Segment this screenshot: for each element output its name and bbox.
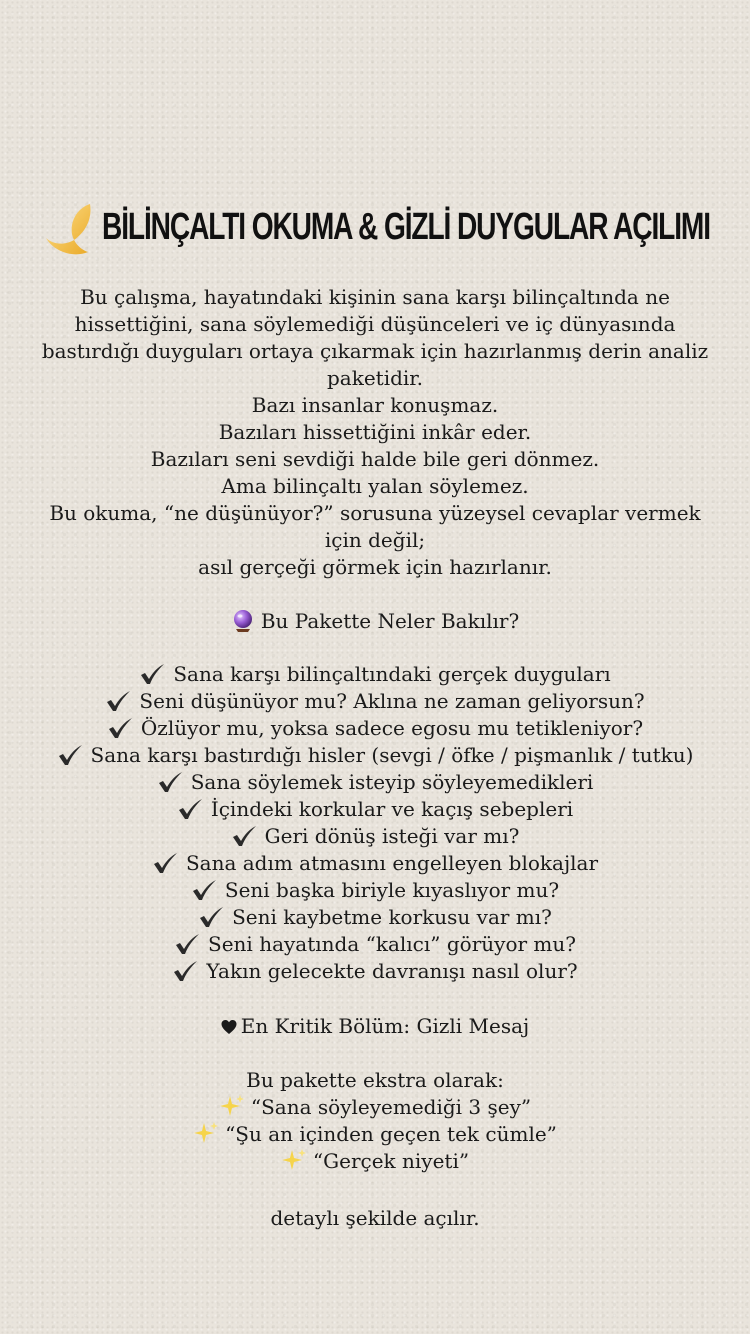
- extras-item: [0, 1121, 750, 1148]
- intro-line: Bazı insanlar konuşmaz.: [251, 393, 499, 417]
- check-icon: [198, 906, 224, 928]
- list-item: [0, 850, 750, 877]
- section-heading-secret: [0, 1013, 750, 1040]
- crystal-ball-icon: [231, 609, 255, 633]
- list-item: [0, 688, 750, 715]
- list-item-text: Yakın gelecekte davranışı nasıl olur?: [206, 959, 578, 983]
- extras-item: [0, 1094, 750, 1121]
- intro-line: Ama bilinçaltı yalan söylemez.: [221, 474, 529, 498]
- list-item: [0, 904, 750, 931]
- extras-item-text: “Gerçek niyeti”: [312, 1149, 470, 1173]
- title-row: [0, 198, 750, 256]
- intro-paragraph: Bu çalışma, hayatındaki kişinin sana karşı bilinçaltında ne hissettiğini, sana söylemediği düşünceleri ve iç dünyasında bastırdığı duyguları ortaya çıkarmak için hazırlanmış derin analiz paketidir.: [41, 285, 709, 390]
- crescent-moon-icon: [38, 198, 96, 256]
- list-item-text: Sana adım atmasını engelleyen blokajlar: [185, 851, 599, 875]
- list-item-text: Sana karşı bilinçaltındaki gerçek duyguları: [173, 662, 611, 686]
- sparkle-icon: [281, 1148, 307, 1172]
- footer-text: detaylı şekilde açılır.: [270, 1206, 480, 1230]
- intro-line: Bazıları seni sevdiği halde bile geri dönmez.: [150, 447, 600, 471]
- extras-item-text: “Sana söyleyemediği 3 şey”: [250, 1095, 532, 1119]
- check-icon: [231, 825, 257, 847]
- list-item-text: Sana söylemek isteyip söyleyemedikleri: [190, 770, 594, 794]
- page-title: BİLİNÇALTI OKUMA & GİZLİ DUYGULAR AÇILIMI: [102, 206, 710, 248]
- list-item: [0, 958, 750, 985]
- section-heading-text: En Kritik Bölüm: Gizli Mesaj: [240, 1014, 530, 1038]
- intro-line: asıl gerçeği görmek için hazırlanır.: [198, 555, 552, 579]
- check-icon: [177, 798, 203, 820]
- list-item: [0, 931, 750, 958]
- list-item: [0, 796, 750, 823]
- check-icon: [157, 771, 183, 793]
- list-item: [0, 715, 750, 742]
- extras-item: [0, 1148, 750, 1175]
- list-item-text: Seni hayatında “kalıcı” görüyor mu?: [208, 932, 576, 956]
- check-icon: [105, 690, 131, 712]
- sparkle-icon: [219, 1094, 245, 1118]
- list-item-text: Seni başka biriyle kıyaslıyor mu?: [224, 878, 560, 902]
- section-heading-package: [0, 608, 750, 635]
- list-item: [0, 742, 750, 769]
- heart-icon: [221, 1015, 237, 1031]
- check-icon: [107, 717, 133, 739]
- list-item-text: Sana karşı bastırdığı hisler (sevgi / öfke / pişmanlık / tutku): [90, 743, 694, 767]
- list-item-text: İçindeki korkular ve kaçış sebepleri: [210, 797, 574, 821]
- check-icon: [152, 852, 178, 874]
- checklist: [0, 661, 750, 985]
- check-icon: [172, 960, 198, 982]
- list-item: [0, 877, 750, 904]
- list-item-text: Özlüyor mu, yoksa sadece egosu mu tetikleniyor?: [140, 716, 644, 740]
- sparkle-icon: [193, 1121, 219, 1145]
- list-item: [0, 823, 750, 850]
- intro-text: [30, 284, 720, 581]
- list-item-text: Seni kaybetme korkusu var mı?: [232, 905, 552, 929]
- extras-block: [0, 1067, 750, 1175]
- list-item-text: Seni düşünüyor mu? Aklına ne zaman geliyorsun?: [139, 689, 645, 713]
- check-icon: [57, 744, 83, 766]
- intro-line: Bu okuma, “ne düşünüyor?” sorusuna yüzeysel cevaplar vermek için değil;: [49, 501, 701, 552]
- intro-line: Bazıları hissettiğini inkâr eder.: [218, 420, 532, 444]
- list-item: [0, 769, 750, 796]
- list-item: [0, 661, 750, 688]
- section-heading-text: Bu Pakette Neler Bakılır?: [260, 609, 520, 633]
- check-icon: [174, 933, 200, 955]
- extras-intro: Bu pakette ekstra olarak:: [246, 1068, 504, 1092]
- list-item-text: Geri dönüş isteği var mı?: [264, 824, 520, 848]
- check-icon: [139, 663, 165, 685]
- extras-item-text: “Şu an içinden geçen tek cümle”: [225, 1122, 557, 1146]
- check-icon: [191, 879, 217, 901]
